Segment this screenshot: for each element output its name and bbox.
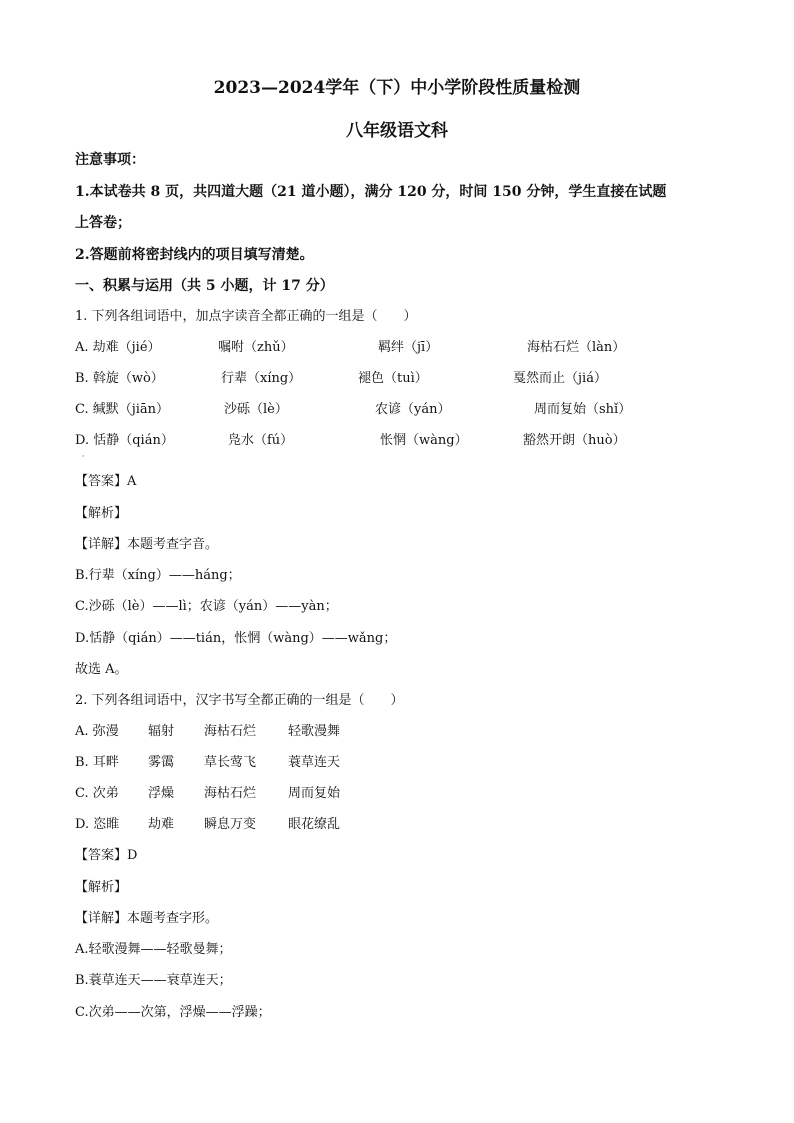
page-subtitle: 八年级语文科 [346,121,448,141]
q2-b-4: 蓑草连天 [288,755,341,770]
q2-detail: 【详解】本题考查字形。 [75,911,219,926]
q2-a-3: 海枯石烂 [204,724,257,739]
q1-d-3: 怅惘（wàng） [380,433,468,448]
q2-explain-c: C.次弟——次第，浮燥——浮躁； [75,1005,271,1020]
q2-a-2: 辐射 [148,724,175,739]
q2-answer: 【答案】D [75,848,138,863]
q1-detail: 【详解】本题考查字音。 [75,537,219,552]
q1-a-3: 羁绊（jī） [378,340,439,355]
q1-c-3: 农谚（yán） [375,402,451,417]
section-heading: 一、积累与运用（共 5 小题，计 17 分） [75,278,334,294]
q1-d-1: D. 恬静（qián） [75,433,174,448]
q2-d-2: 劫难 [148,817,175,832]
q1-c-4: 周而复始（shǐ） [534,402,632,417]
q2-explain-a: A.轻歌漫舞——轻歌曼舞； [75,942,232,957]
q1-analysis: 【解析】 [75,506,128,521]
q1-explain-b: B.行辈（xíng）——háng； [75,568,241,583]
q2-a-1: A. 弥漫 [75,724,119,739]
notice-item-2: 2.答题前将密封线内的项目填写清楚。 [75,247,314,263]
q1-answer: 【答案】A [75,474,137,489]
q1-a-1: A. 劫难（jié） [75,340,161,355]
page-title: 2023—2024学年（下）中小学阶段性质量检测 [213,78,581,98]
q1-c-1: C. 缄默（jiān） [75,402,170,417]
q2-c-3: 海枯石烂 [204,786,257,801]
q1-explain-d: D.恬静（qián）——tián，怅惘（wàng）——wǎng； [75,631,397,646]
q1-d-4: 豁然开朗（huò） [523,433,626,448]
q2-c-4: 周而复始 [288,786,341,801]
q1-b-4: 戛然而止（jiá） [513,371,607,386]
q2-d-3: 瞬息万变 [204,817,257,832]
q1-d-2: 凫水（fú） [228,433,294,448]
q1-conclusion: 故选 A。 [75,662,128,677]
stray-dot: · [82,452,85,461]
q2-b-3: 草长莺飞 [204,755,257,770]
q2-b-1: B. 耳畔 [75,755,119,770]
q1-stem: 1. 下列各组词语中，加点字读音全都正确的一组是（ ） [75,309,417,324]
q2-a-4: 轻歌漫舞 [288,724,341,739]
q2-explain-b: B.蓑草连天——衰草连天； [75,973,232,988]
q2-c-2: 浮燥 [148,786,175,801]
q2-b-2: 雾霭 [148,755,175,770]
notice-heading: 注意事项： [75,152,145,168]
q2-c-1: C. 次弟 [75,786,119,801]
notice-item-1-cont: 上答卷； [75,215,131,231]
q2-stem: 2. 下列各组词语中，汉字书写全都正确的一组是（ ） [75,693,404,708]
q1-a-4: 海枯石烂（làn） [527,340,626,355]
q1-b-1: B. 斡旋（wò） [75,371,164,386]
notice-item-1: 1.本试卷共 8 页，共四道大题（21 道小题），满分 120 分，时间 150 分钟，学生直接在试题 [75,184,667,200]
q2-d-4: 眼花缭乱 [288,817,341,832]
q1-explain-c: C.沙砾（lè）——lì；农谚（yán）——yàn； [75,599,338,614]
q1-a-2: 嘱咐（zhǔ） [218,340,294,355]
q1-b-3: 褪色（tuì） [358,371,428,386]
q1-b-2: 行辈（xíng） [221,371,302,386]
q2-analysis: 【解析】 [75,880,128,895]
q2-d-1: D. 恣睢 [75,817,120,832]
q1-c-2: 沙砾（lè） [224,402,288,417]
